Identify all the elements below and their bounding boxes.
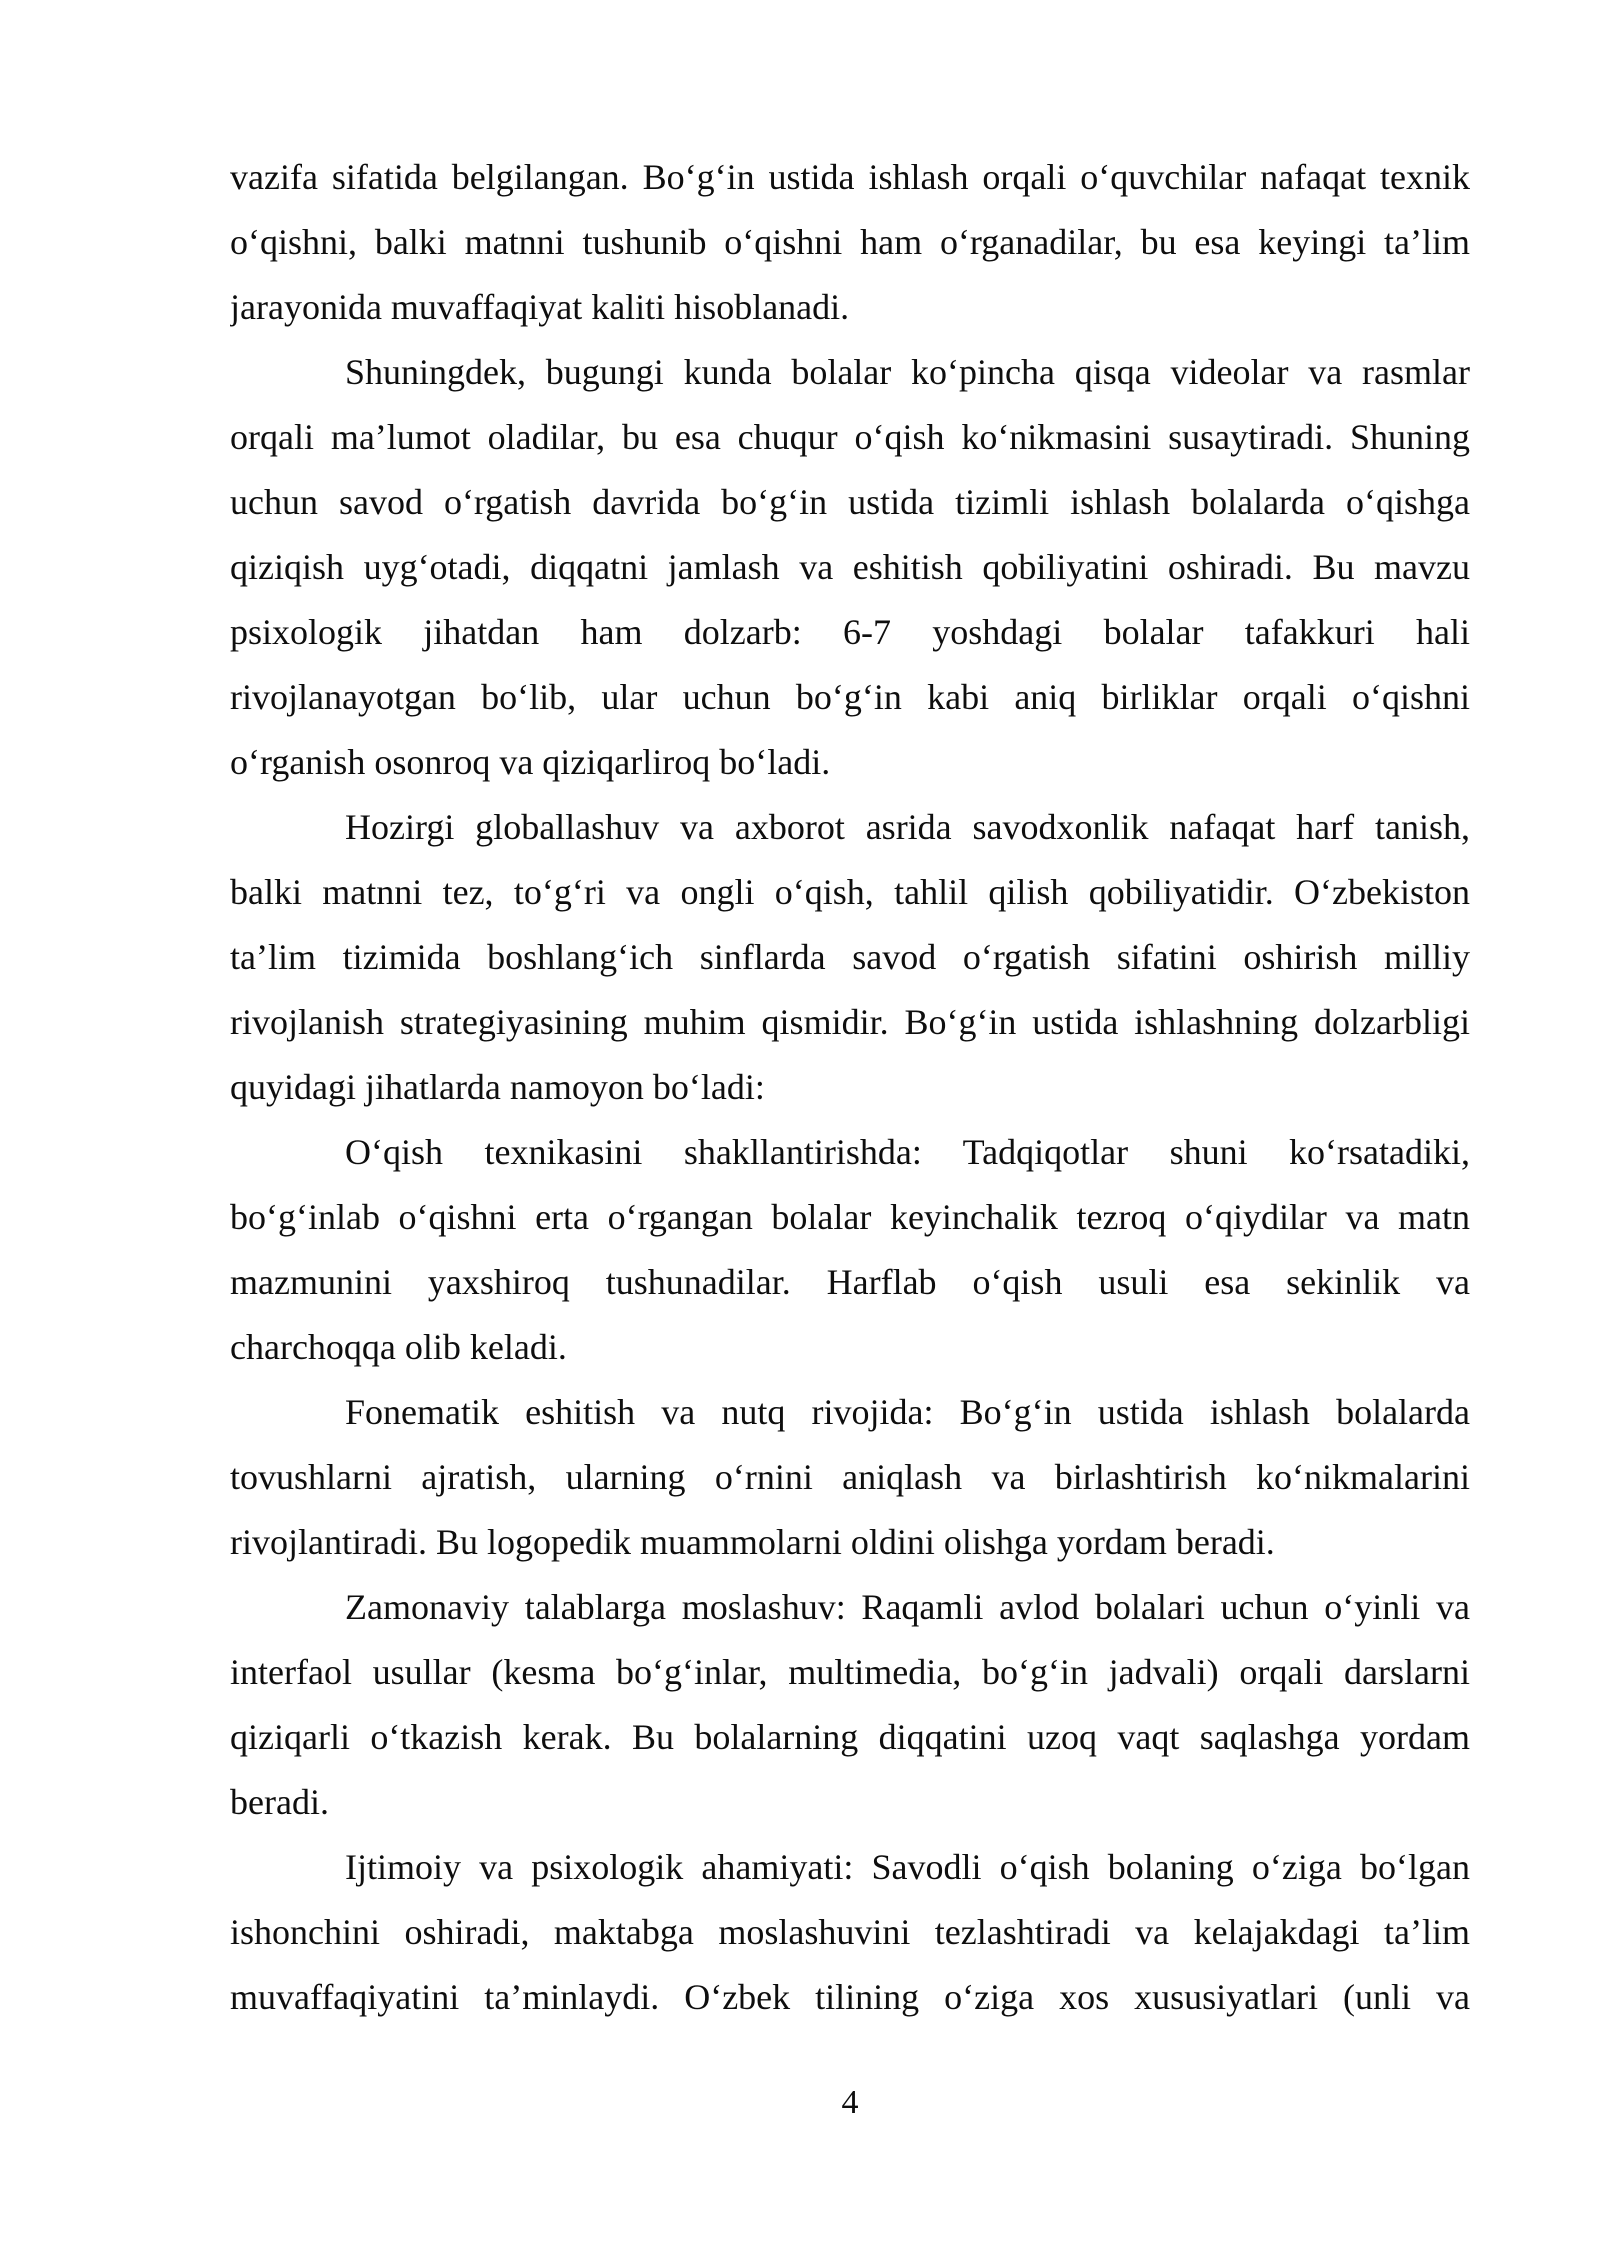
text-line: interfaol usullar (kesma boʻgʻinlar, multimedia, boʻgʻin jadvali) orqali darslarni [230,1652,1470,1692]
text-line: Ijtimoiy va psixologik ahamiyati: Savodli oʻqish bolaning oʻziga boʻlgan [345,1847,1470,1887]
text-line: orqali ma’lumot oladilar, bu esa chuqur oʻqish koʻnikmasini susaytiradi. Shuning [230,417,1470,457]
text-line: qiziqarli oʻtkazish kerak. Bu bolalarning diqqatini uzoq vaqt saqlashga yordam [230,1717,1470,1757]
text-line: Hozirgi globallashuv va axborot asrida savodxonlik nafaqat harf tanish, [345,807,1470,847]
paragraph [230,340,1470,795]
text-line: boʻgʻinlab oʻqishni erta oʻrgangan bolalar keyinchalik tezroq oʻqiydilar va matn [230,1197,1470,1237]
text-line: muvaffaqiyatini ta’minlaydi. Oʻzbek tilining oʻziga xos xususiyatlari (unli va [230,1977,1470,2017]
text-line: beradi. [230,1782,329,1822]
text-line: rivojlantiradi. Bu logopedik muammolarni oldini olishga yordam beradi. [230,1522,1275,1562]
text-line: Zamonaviy talablarga moslashuv: Raqamli avlod bolalari uchun oʻyinli va [345,1587,1470,1627]
paragraph [230,795,1470,1120]
text-line: ta’lim tizimida boshlangʻich sinflarda savod oʻrgatish sifatini oshirish milliy [230,937,1470,977]
text-line: quyidagi jihatlarda namoyon boʻladi: [230,1067,765,1107]
text-line: rivojlanish strategiyasining muhim qismidir. Boʻgʻin ustida ishlashning dolzarbligi [230,1002,1470,1042]
text-line: ishonchini oshiradi, maktabga moslashuvini tezlashtiradi va kelajakdagi ta’lim [230,1912,1470,1952]
text-line: balki matnni tez, toʻgʻri va ongli oʻqish, tahlil qilish qobiliyatidir. Oʻzbekiston [230,872,1470,912]
text-line: rivojlanayotgan boʻlib, ular uchun boʻgʻin kabi aniq birliklar orqali oʻqishni [230,677,1470,717]
text-line: Oʻqish texnikasini shakllantirishda: Tadqiqotlar shuni koʻrsatadiki, [345,1132,1470,1172]
text-line: vazifa sifatida belgilangan. Boʻgʻin ustida ishlash orqali oʻquvchilar nafaqat texnik [230,157,1470,197]
text-line: uchun savod oʻrgatish davrida boʻgʻin ustida tizimli ishlash bolalarda oʻqishga [230,482,1470,522]
text-line: mazmunini yaxshiroq tushunadilar. Harflab oʻqish usuli esa sekinlik va [230,1262,1470,1302]
text-line: jarayonida muvaffaqiyat kaliti hisoblanadi. [230,287,850,327]
paragraph [230,145,1470,340]
paragraph [230,1575,1470,1835]
text-line: Fonematik eshitish va nutq rivojida: Boʻgʻin ustida ishlash bolalarda [345,1392,1470,1432]
paragraph [230,1120,1470,1380]
text-line: psixologik jihatdan ham dolzarb: 6-7 yoshdagi bolalar tafakkuri hali [230,612,1470,652]
text-line: charchoqqa olib keladi. [230,1327,567,1367]
text-line: oʻqishni, balki matnni tushunib oʻqishni ham oʻrganadilar, bu esa keyingi ta’lim [230,222,1470,262]
text-line: oʻrganish osonroq va qiziqarliroq boʻladi. [230,742,831,782]
text-line: tovushlarni ajratish, ularning oʻrnini aniqlash va birlashtirish koʻnikmalarini [230,1457,1470,1497]
document-body-text [230,145,1470,2030]
text-line: Shuningdek, bugungi kunda bolalar koʻpincha qisqa videolar va rasmlar [345,352,1470,392]
paragraph [230,1380,1470,1575]
paragraph [230,1835,1470,2030]
page-number: 4 [841,2084,859,2121]
text-line: qiziqish uygʻotadi, diqqatni jamlash va eshitish qobiliyatini oshiradi. Bu mavzu [230,547,1470,587]
